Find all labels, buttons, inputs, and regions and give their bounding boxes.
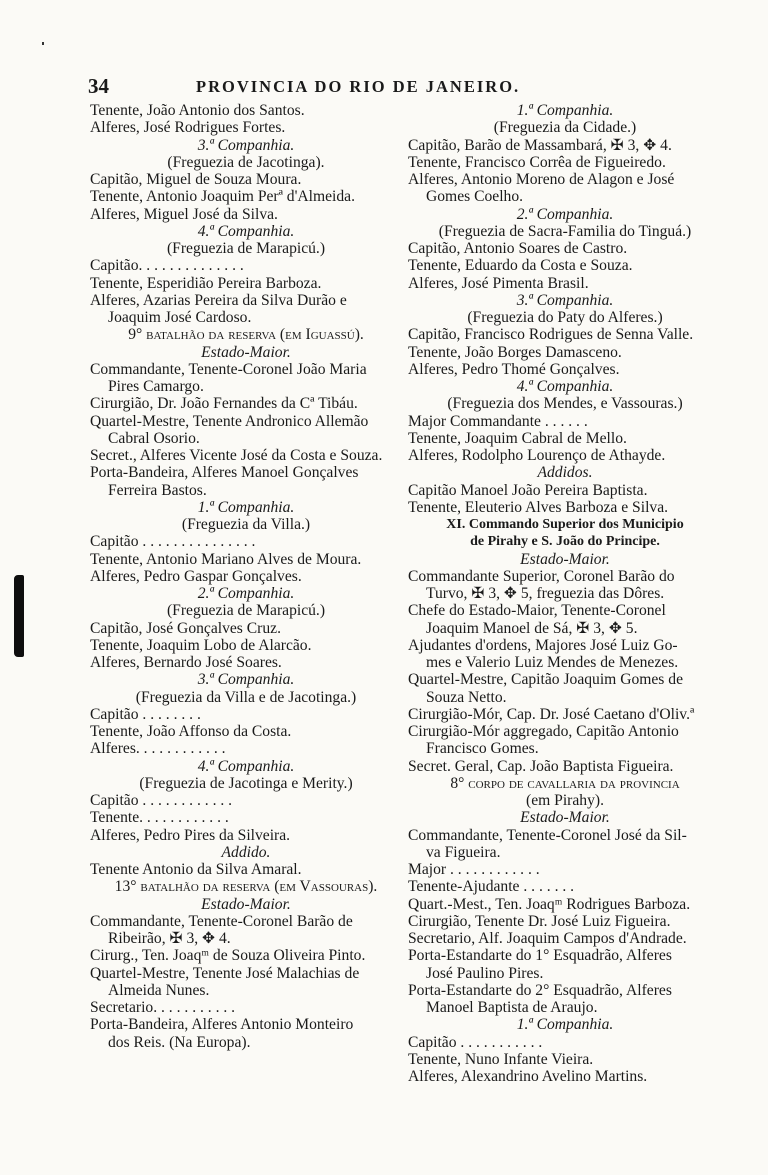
text-line: (Freguezia de Sacra-Familia do Tinguá.) [438,222,692,240]
page-title: PROVINCIA DO RIO DE JANEIRO. [196,77,521,96]
text-line: 3.ª Companhia. [516,291,614,309]
text-line: 2.ª Companhia. [197,585,295,602]
text-line: Tenente, Francisco Corrêa de Figueiredo. [408,153,666,171]
text-line: Estado-Maior. [520,809,610,827]
text-line: Alferes, Pedro Gaspar Gonçalves. [90,567,302,585]
text-line: Tenente, João Antonio dos Santos. [90,102,305,119]
text-line: Capitão, José Gonçalves Cruz. [90,619,281,637]
text-line: Manoel Baptista de Araujo. [426,999,598,1016]
text-line: Quartel-Mestre, Capitão Joaquim Gomes de [408,671,683,689]
text-line: Porta-Bandeira, Alferes Antonio Monteiro [90,1016,354,1034]
text-line: (Freguezia do Paty do Alferes.) [467,309,663,326]
text-line: Secretario. . . . . . . . . . . [90,999,236,1016]
text-line: Francisco Gomes. [426,740,539,758]
text-line: Tenente-Ajudante . . . . . . . [408,878,575,896]
text-line: Tenente, João Borges Damasceno. [408,343,622,361]
binding-shadow [14,575,24,657]
text-line: Tenente, Eleuterio Alves Barboza e Silva. [408,498,669,516]
text-line: Ajudantes d'ordens, Majores José Luiz Go- [408,636,678,654]
text-line: Major Commandante . . . . . . [408,412,588,430]
text-line: 4.ª Companhia. [197,222,295,240]
text-line: Estado-Maior. [520,550,610,568]
text-line: Tenente, Esperidião Pereira Barboza. [90,274,322,292]
text-line: Capitão, Barão de Massambará, ✠ 3, ✥ 4. [408,136,672,154]
text-line: (Freguezia dos Mendes, e Vassouras.) [447,395,683,413]
text-line: (Freguezia de Marapicú.) [166,240,326,257]
text-line: Cirurgião-Mór, Cap. Dr. José Caetano d'Oliv.ª [408,705,695,723]
text-line: 9° batalhão da reserva (em Iguassú). [128,326,364,344]
text-line: Estado-Maior. [201,895,291,913]
text-line: Tenente, João Affonso da Costa. [90,723,292,740]
text-line: 2.ª Companhia. [516,205,614,223]
text-line: Commandante, Tenente-Coronel Barão de [90,912,353,930]
text-line: Chefe do Estado-Maior, Tenente-Coronel [408,602,666,620]
text-line: Secret. Geral, Cap. João Baptista Figueira. [408,757,674,775]
text-line: Joaquim José Cardoso. [108,309,252,326]
text-line: Alferes, Rodolpho Lourenço de Athayde. [408,447,666,464]
text-line: 1.ª Companhia. [197,498,295,516]
text-line: Alferes, Azarias Pereira da Silva Durão e [90,291,347,309]
text-line: Alferes, Antonio Moreno de Alagon e José [408,171,675,188]
text-line: Cabral Osorio. [108,429,200,447]
text-line: Secretario, Alf. Joaquim Campos d'Andrade. [408,930,687,947]
text-line: (em Pirahy). [526,792,604,809]
text-line: Addido. [221,843,271,861]
text-line: Alferes, Alexandrino Avelino Martins. [408,1068,648,1085]
text-line: Tenente Antonio da Silva Amaral. [90,861,302,878]
text-line: de Pirahy e S. João do Principe. [470,534,660,550]
text-line: (Freguezia da Villa.) [181,516,311,533]
text-line: Tenente. . . . . . . . . . . . [90,809,229,827]
text-line: 3.ª Companhia. [197,136,295,154]
text-line: 13° batalhão da reserva (em Vassouras). [114,878,378,896]
text-line: (Freguezia de Jacotinga e Merity.) [139,774,353,792]
text-line: 1.ª Companhia. [516,1016,614,1034]
text-line: 1.ª Companhia. [516,102,614,119]
text-line: Capitão . . . . . . . . . . . . [90,792,233,809]
ink-speck [42,42,44,45]
text-line: mes e Valerio Luiz Mendes de Menezes. [426,654,679,671]
text-line: Commandante, Tenente-Coronel José da Sil- [408,826,687,844]
text-line: Cirurgião, Dr. João Fernandes da Cª Tibáu. [90,395,358,413]
text-line: 8° corpo de cavallaria da provincia [450,774,680,792]
text-line: Souza Netto. [426,688,507,706]
text-line: Alferes. . . . . . . . . . . . [90,740,226,758]
text-line: 4.ª Companhia. [197,757,295,775]
text-line: Tenente, Antonio Mariano Alves de Moura. [90,550,362,568]
text-line: (Freguezia de Marapicú.) [166,602,326,620]
text-line: Porta-Estandarte do 1° Esquadrão, Alferes [408,947,672,965]
text-line: Cirurg., Ten. Joaqᵐ de Souza Oliveira Pinto. [90,947,366,965]
left-column [90,102,402,1051]
text-line: Capitão . . . . . . . . . . . [408,1033,543,1051]
page-header [88,74,718,100]
text-line: Tenente, Joaquim Lobo de Alarcão. [90,636,312,654]
text-line: Tenente, Joaquim Cabral de Mello. [408,429,627,447]
text-line: XI. Commando Superior dos Municipio [446,517,684,532]
text-line: Capitão, Francisco Rodrigues de Senna Valle. [408,326,694,344]
text-line: Quartel-Mestre, Tenente Andronico Allemão [90,412,369,430]
text-line: Alferes, José Pimenta Brasil. [408,274,589,292]
right-column [408,102,722,1085]
text-line: Tenente, Eduardo da Costa e Souza. [408,257,633,275]
text-line: va Figueira. [426,843,501,861]
text-line: 3.ª Companhia. [197,671,295,689]
text-line: (Freguezia da Villa e de Jacotinga.) [135,688,357,706]
text-line: Alferes, José Rodrigues Fortes. [90,119,286,137]
text-line: Capitão, Antonio Soares de Castro. [408,240,628,257]
text-line: (Freguezia da Cidade.) [493,119,637,137]
text-line: Quart.-Mest., Ten. Joaqᵐ Rodrigues Barboza. [408,895,691,913]
text-line: Pires Camargo. [108,378,204,395]
text-line: Capitão, Miguel de Souza Moura. [90,171,302,188]
text-line: Porta-Estandarte do 2° Esquadrão, Alferes [408,981,672,999]
text-line: Capitão Manoel João Pereira Baptista. [408,481,648,499]
text-line: Gomes Coelho. [426,188,524,206]
text-line: Ferreira Bastos. [108,481,207,499]
text-line: Alferes, Bernardo José Soares. [90,654,282,671]
text-line: Secret., Alferes Vicente José da Costa e Souza. [90,447,383,464]
text-line: Estado-Maior. [201,343,291,361]
text-line: Porta-Bandeira, Alferes Manoel Gonçalves [90,464,359,482]
page-number: 34 [88,74,109,98]
text-line: 4.ª Companhia. [516,378,614,395]
text-line: Tenente, Nuno Infante Vieira. [408,1050,594,1068]
text-line: Tenente, Antonio Joaquim Perª d'Almeida. [90,188,356,206]
text-line: Cirurgião-Mór aggregado, Capitão Antonio [408,723,679,740]
text-line: Alferes, Miguel José da Silva. [90,205,278,223]
text-line: Alferes, Pedro Thomé Gonçalves. [408,360,620,378]
text-line: Commandante Superior, Coronel Barão do [408,567,675,585]
text-line: Ribeirão, ✠ 3, ✥ 4. [108,930,231,947]
text-line: Capitão. . . . . . . . . . . . . . [90,257,244,275]
text-line: Almeida Nunes. [108,981,210,999]
text-line: Turvo, ✠ 3, ✥ 5, freguezia das Dôres. [426,585,665,602]
text-line: Capitão . . . . . . . . [90,705,201,723]
text-line: Addidos. [537,464,593,482]
text-line: Major . . . . . . . . . . . . [408,861,540,878]
text-line: Joaquim Manoel de Sá, ✠ 3, ✥ 5. [426,619,638,637]
text-line: Commandante, Tenente-Coronel João Maria [90,360,367,378]
text-line: dos Reis. (Na Europa). [108,1033,251,1051]
text-line: Alferes, Pedro Pires da Silveira. [90,826,291,844]
text-line: Quartel-Mestre, Tenente José Malachias de [90,964,360,982]
text-line: José Paulino Pires. [426,964,544,982]
text-line: Cirurgião, Tenente Dr. José Luiz Figueira. [408,912,671,930]
text-line: (Freguezia de Jacotinga). [167,153,325,171]
text-line: Capitão . . . . . . . . . . . . . . . [90,533,256,551]
